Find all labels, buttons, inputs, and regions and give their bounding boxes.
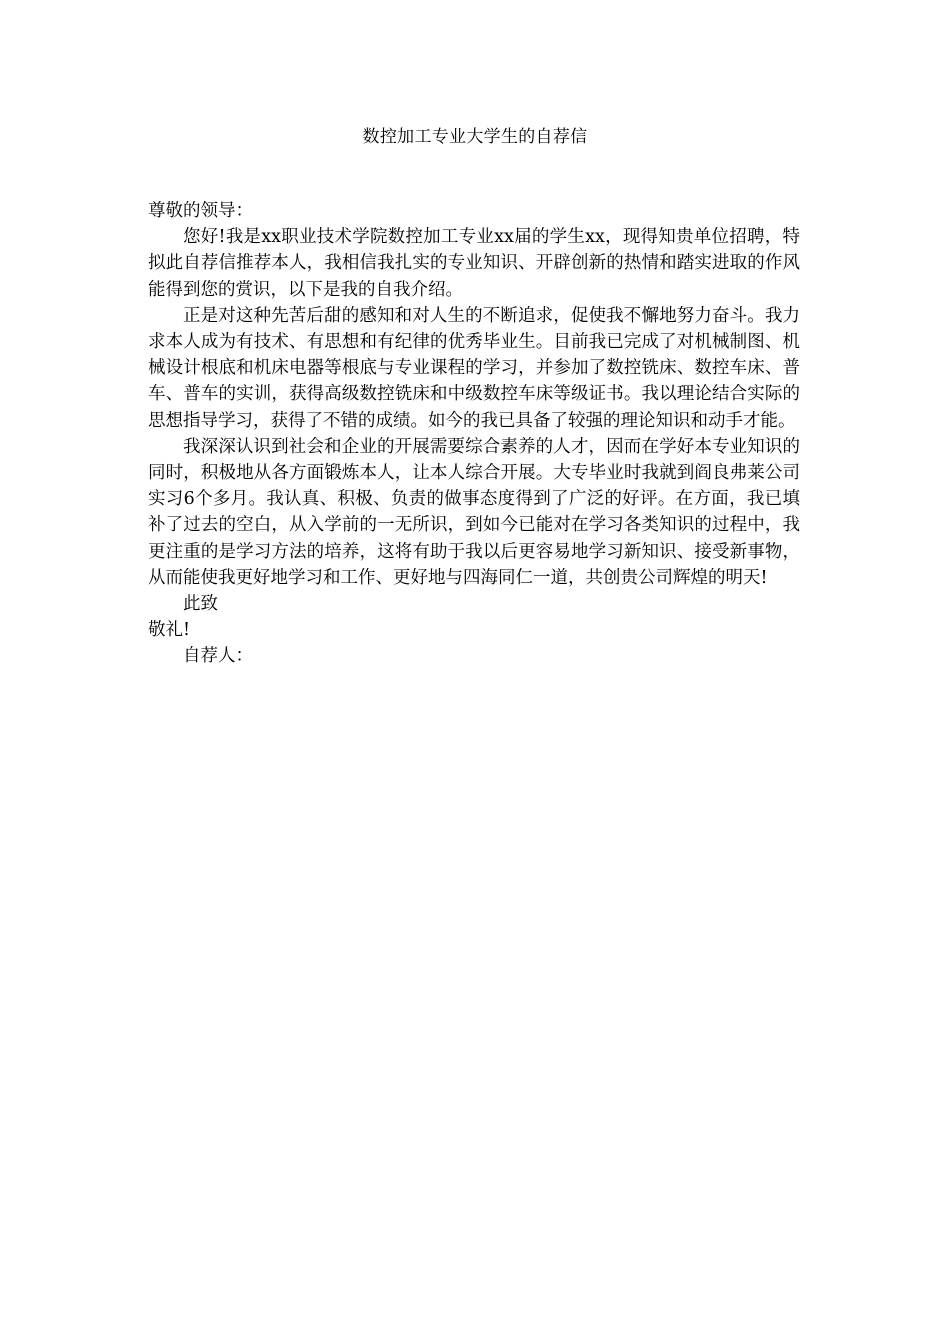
closing-salute: 敬礼!	[148, 620, 191, 641]
paragraph-experience: 我深深认识到社会和企业的开展需要综合素养的人才，因而在学好本专业知识的同时，积极地从各方面锻炼本人，让本人综合开展。大专毕业时我就到阎良弗莱公司实习6个多月。我认真、积极、负责的做事态度得到了广泛的好评。在方面，我已填补了过去的空白，从入学前的一无所识，到如今已能对在学习各类知识的过程中，我更注重的是学习方法的培养，这将有助于我以后更容易地学习新知识、接受新事物，从而能使我更好地学习和工作、更好地与四海同仁一道，共创贵公司辉煌的明天!	[148, 436, 800, 588]
paragraph-studies: 正是对这种先苦后甜的感知和对人生的不断追求，促使我不懈地努力奋斗。我力求本人成为有技术、有思想和有纪律的优秀毕业生。目前我已完成了对机械制图、机械设计根底和机床电器等根底与专业课程的学习，并参加了数控铣床、数控车床、普车、普车的实训，获得高级数控铣床和中级数控车床等级证书。我以理论结合实际的思想指导学习，获得了不错的成绩。如今的我已具备了较强的理论知识和动手才能。	[148, 305, 800, 431]
closing-regards: 此致	[183, 594, 218, 615]
letter-body	[148, 198, 800, 670]
document-title: 数控加工专业大学生的自荐信	[362, 127, 588, 147]
signature-label: 自荐人：	[183, 646, 253, 667]
paragraph-introduction: 您好!我是xx职业技术学院数控加工专业xx届的学生xx，现得知贵单位招聘，特拟此自荐信推荐本人，我相信我扎实的专业知识、开辟创新的热情和踏实进取的作风能得到您的赏识，以下是我的自我介绍。	[148, 227, 800, 300]
salutation: 尊敬的领导：	[148, 201, 253, 221]
